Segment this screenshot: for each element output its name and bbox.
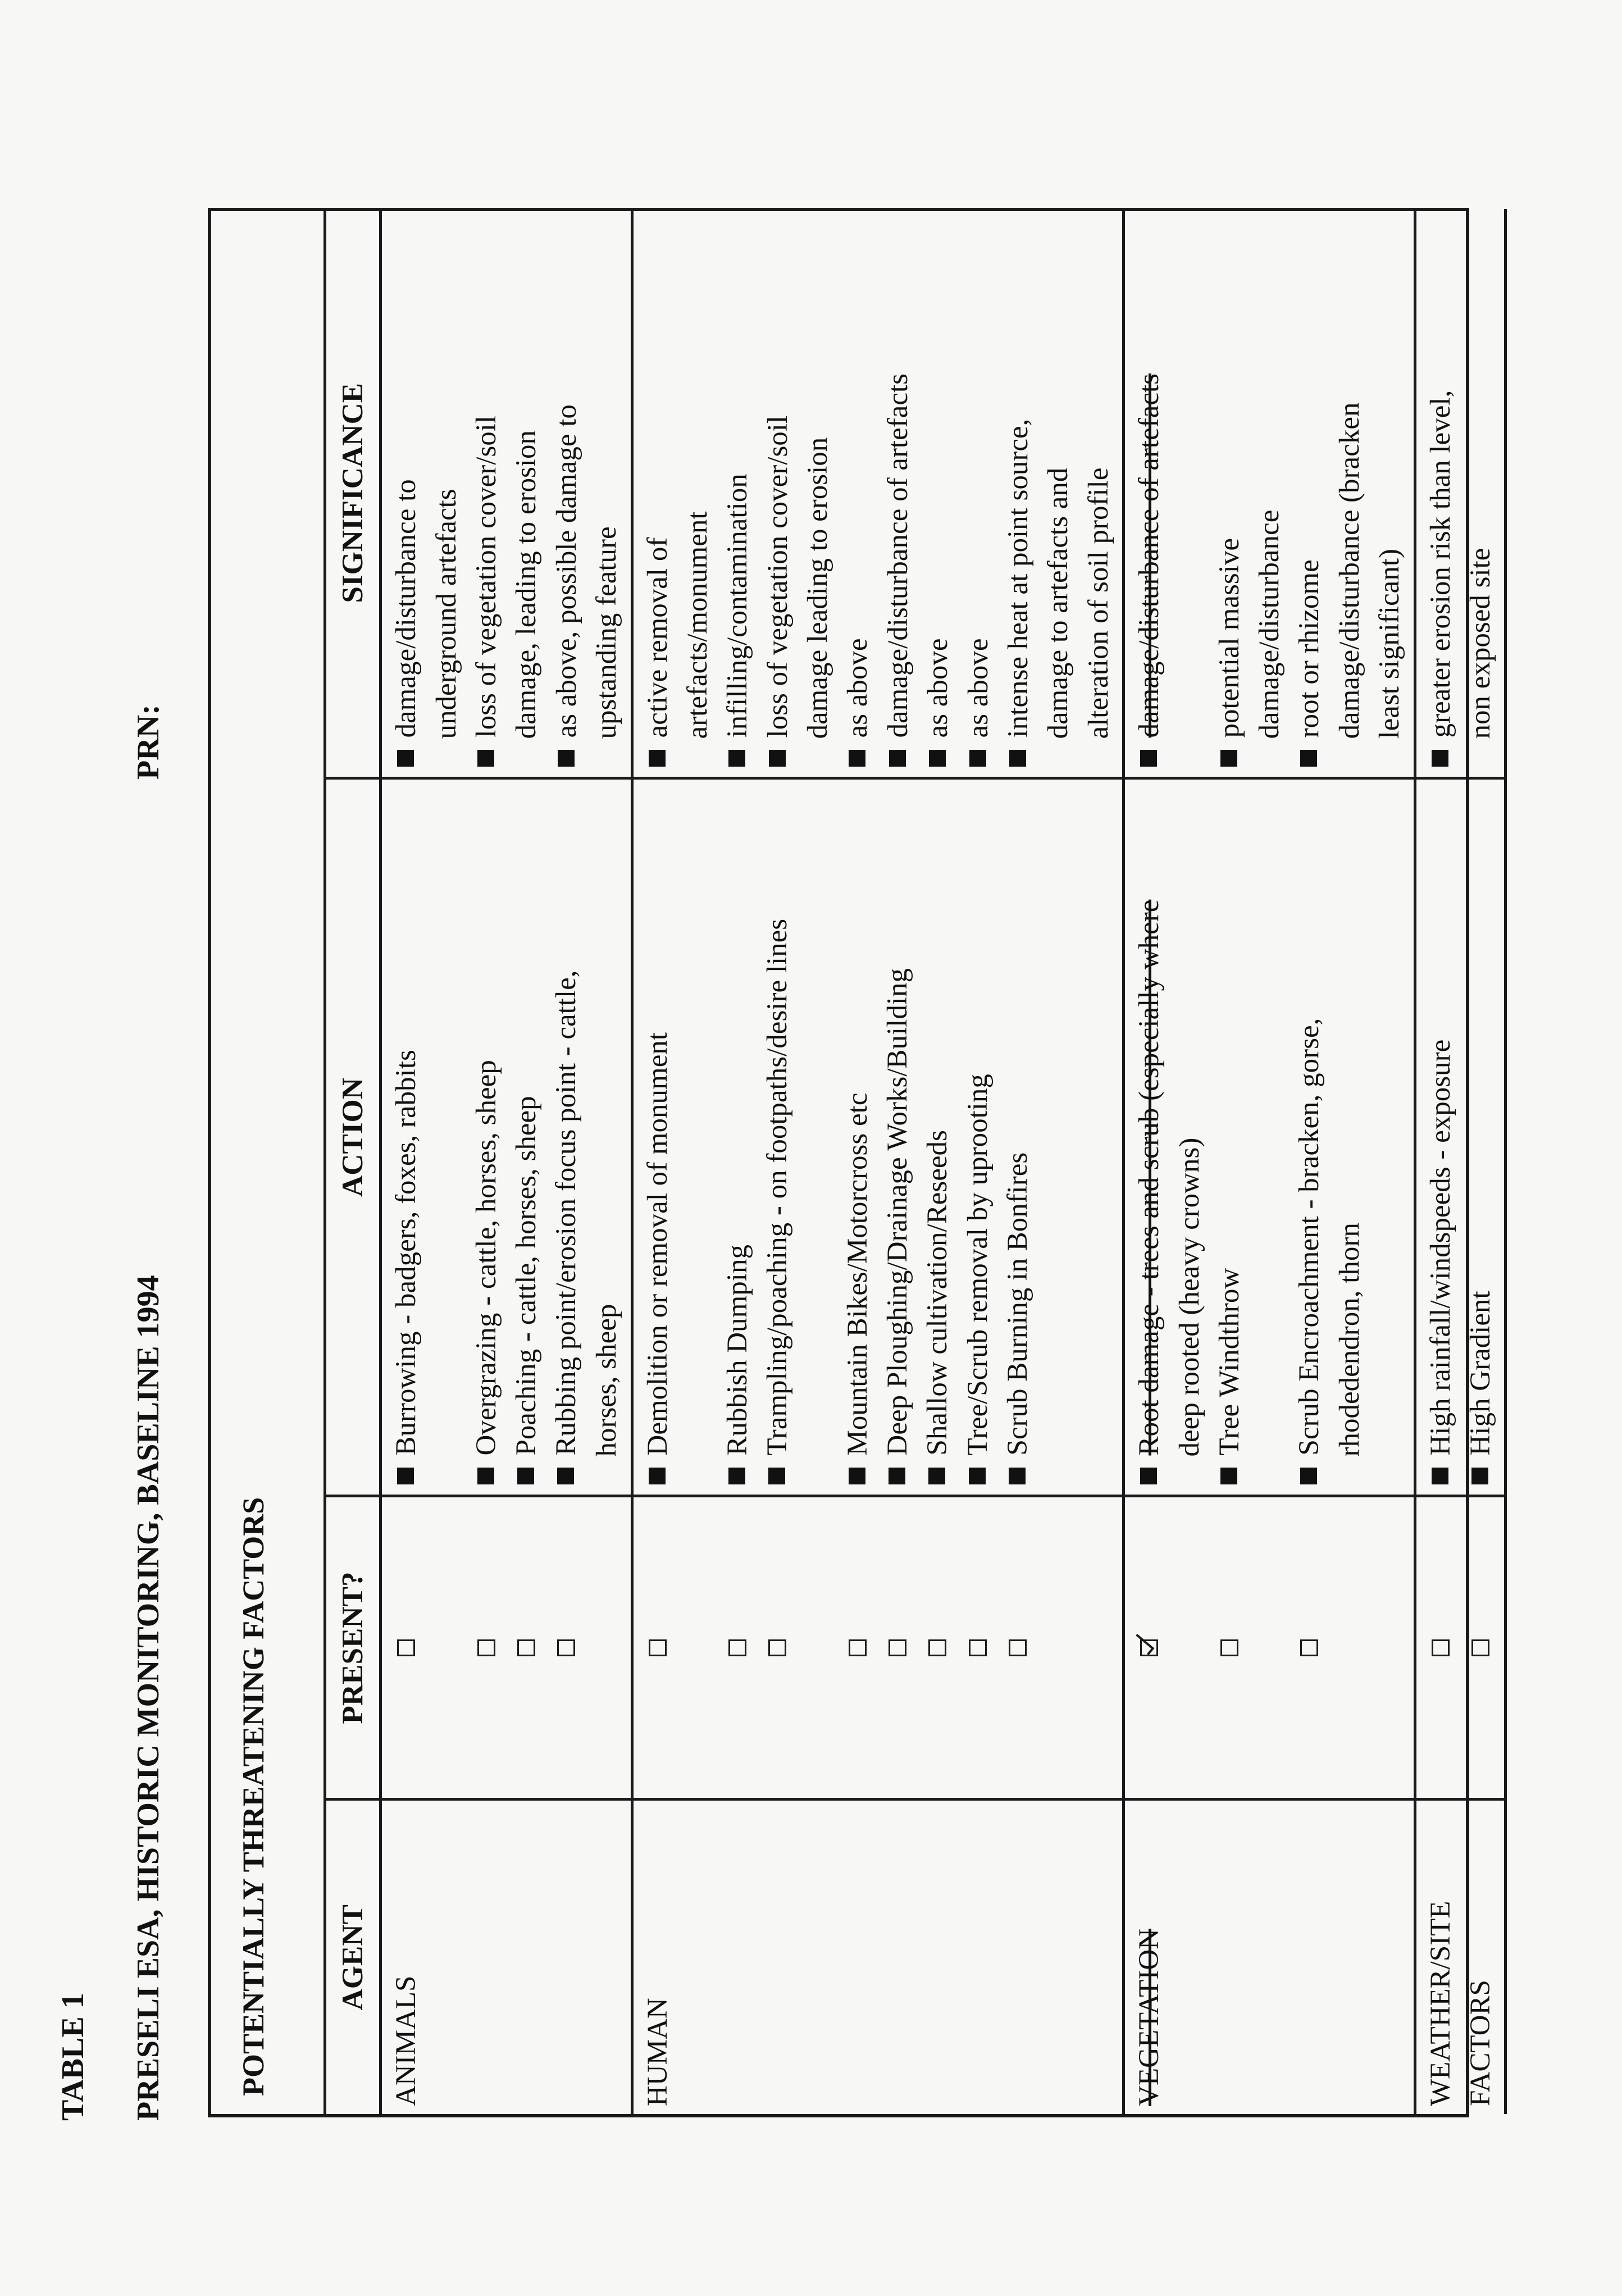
bullet-icon [1009,1468,1026,1485]
action-line [1421,788,1461,1487]
action-line [798,788,838,1487]
action-text: Burrowing - badgers, foxes, rabbits [390,1050,422,1456]
significance-line [838,217,878,769]
significance-cell [1124,209,1415,778]
significance-text: alteration of soil profile [1082,467,1114,739]
agent-cell [1124,1800,1415,2114]
significance-line [587,217,627,769]
action-line [467,788,507,1487]
action-line [1330,788,1370,1487]
factor-row [1124,209,1415,2114]
bullet-icon [889,1468,905,1485]
present-checkbox[interactable] [517,1639,535,1656]
action-line [958,788,998,1487]
action-text: Deep Ploughing/Drainage Works/Building [882,968,914,1456]
significance-line [467,217,507,769]
action-text: Rubbish Dumping [721,1245,753,1456]
present-cell [1124,1496,1415,1800]
significance-cell [1415,209,1506,778]
significance-text: damage/disturbance to [390,479,422,738]
header-action: ACTION [325,778,381,1496]
significance-text: damage/disturbance of artefacts [1133,373,1165,738]
bullet-icon [477,1468,494,1485]
significance-text: loss of vegetation cover/soil [762,415,794,738]
bullet-icon [1140,1468,1157,1485]
action-line [1461,788,1501,1487]
header-row [325,209,381,2114]
action-text: High Gradient [1464,1291,1496,1456]
bullet-icon [769,750,786,767]
present-checkbox-checked[interactable] [1140,1639,1158,1656]
significance-line [427,217,467,769]
present-checkbox[interactable] [1220,1639,1238,1656]
factors-body [381,209,1506,2114]
action-line [878,788,918,1487]
bullet-icon [557,1468,574,1485]
present-checkbox[interactable] [477,1639,495,1656]
significance-text: potential massive [1213,537,1245,738]
significance-text: damage/disturbance (bracken [1333,402,1365,739]
action-line [718,788,758,1487]
action-text: Demolition or removal of monument [641,1032,673,1456]
significance-line [798,217,838,769]
bullet-icon [558,750,575,767]
factor-row [632,209,1124,2114]
agent-cell [381,1800,632,2114]
significance-line [1421,217,1461,769]
action-text: High rainfall/windspeeds - exposure [1424,1039,1456,1456]
bullet-icon [929,750,946,767]
significance-line [1170,217,1210,769]
bullet-icon [849,750,865,767]
action-line [507,788,546,1487]
significance-line [918,217,958,769]
action-text: Tree/Scrub removal by uprooting [962,1074,994,1456]
significance-text: damage/disturbance [1254,509,1285,739]
significance-text: intense heat at point source, [1003,418,1035,738]
significance-line [1079,217,1119,769]
present-checkbox[interactable] [557,1639,575,1656]
bullet-icon [768,1468,785,1485]
agent-label: VEGETATION [1133,1928,1165,2106]
factors-frame [208,208,1496,2117]
present-checkbox[interactable] [849,1639,867,1656]
action-cell [1415,778,1506,1496]
action-line [1370,788,1410,1487]
significance-text: as above [962,638,994,738]
significance-line [678,217,718,769]
significance-line [959,217,999,769]
action-line [758,788,798,1487]
action-text: Shallow cultivation/Reseeds [922,1130,954,1456]
action-text: horses, sheep [590,1304,622,1457]
bullet-icon [1432,750,1448,767]
significance-line [1370,217,1410,769]
action-line [587,788,627,1487]
significance-line [758,217,798,769]
action-line [678,788,718,1487]
table-label: TABLE 1 [56,1993,90,2121]
significance-text: damage to artefacts and [1042,467,1074,739]
bullet-icon [517,1468,534,1485]
bullet-icon [649,1468,666,1485]
significance-text: damage/disturbance of artefacts [882,373,914,738]
action-cell [632,778,1124,1496]
present-checkbox[interactable] [1300,1639,1318,1656]
action-line [1290,788,1329,1487]
action-text: Rubbing point/erosion focus point - cattle, [550,970,582,1456]
bullet-icon [1432,1468,1448,1485]
significance-text: greater erosion risk than level, [1424,390,1456,738]
bullet-icon [889,750,906,767]
action-text: deep rooted (heavy crowns) [1173,1137,1205,1457]
present-checkbox[interactable] [928,1639,946,1656]
action-line [546,788,586,1487]
action-cell [1124,778,1415,1496]
significance-text: damage leading to erosion [802,437,834,739]
significance-text: as above, possible damage to [550,404,582,738]
bullet-icon [728,1468,745,1485]
action-line [998,788,1038,1487]
bullet-icon [969,750,986,767]
bullet-icon [728,750,745,767]
header-present: PRESENT? [325,1496,381,1800]
present-checkbox[interactable] [397,1639,415,1656]
significance-text: damage, leading to erosion [511,430,543,739]
agent-cell [632,1800,1124,2114]
significance-text: non exposed site [1464,548,1496,739]
significance-line [547,217,587,769]
section-title: POTENTIALLY THREATENING FACTORS [236,1497,270,2096]
significance-text: infilling/contamination [722,473,754,738]
significance-line [507,217,546,769]
present-checkbox[interactable] [728,1639,746,1656]
action-line [1038,788,1078,1487]
present-checkbox[interactable] [1471,1639,1489,1656]
present-checkbox[interactable] [1432,1639,1450,1656]
action-line [1250,788,1290,1487]
significance-line [386,217,426,769]
significance-line [1129,217,1169,769]
bullet-icon [1300,750,1317,767]
factor-row [1415,209,1506,2114]
agent-label: ANIMALS [390,1975,422,2106]
action-line [427,788,467,1487]
present-checkbox[interactable] [889,1639,906,1656]
significance-text: artefacts/monument [681,511,713,739]
significance-text: active removal of [641,537,673,738]
significance-text: upstanding feature [591,526,623,739]
significance-line [878,217,918,769]
factors-table [324,209,1507,2114]
bullet-icon [1220,750,1237,767]
bullet-icon [969,1468,986,1485]
bullet-icon [1471,1468,1488,1485]
present-cell [632,1496,1124,1800]
action-text: Mountain Bikes/Motorcross etc [841,1092,873,1456]
action-line [1170,788,1210,1487]
significance-cell [381,209,632,778]
action-line [1210,788,1250,1487]
action-text: Poaching - cattle, horses, sheep [510,1096,542,1456]
bullet-icon [397,750,414,767]
bullet-icon [1140,750,1157,767]
agent-cell [1415,1800,1506,2114]
bullet-icon [1220,1468,1237,1485]
action-text: Overgrazing - cattle, horses, sheep [470,1060,502,1456]
present-checkbox[interactable] [1009,1639,1027,1656]
action-line [638,788,678,1487]
prn-label: PRN: [131,704,166,780]
bullet-icon [649,750,666,767]
significance-line [638,217,678,769]
significance-line [1210,217,1250,769]
factor-row [381,209,632,2114]
bullet-icon [397,1468,414,1485]
significance-line [718,217,758,769]
action-text: Scrub Burning in Bonfires [1002,1152,1034,1456]
bullet-icon [477,750,494,767]
present-checkbox[interactable] [969,1639,987,1656]
present-cell [381,1496,632,1800]
action-text: Tree Windthrow [1214,1268,1245,1456]
present-checkbox[interactable] [649,1639,667,1656]
significance-text: loss of vegetation cover/soil [470,415,502,738]
significance-text: underground artefacts [430,489,462,739]
agent-label: WEATHER/SITE FACTORS [1424,1901,1496,2106]
agent-label: HUMAN [641,1998,673,2106]
significance-line [1461,217,1501,769]
action-text: Root damage - trees and scrub (especially where [1133,899,1165,1456]
significance-line [1250,217,1290,769]
action-text: Scrub Encroachment - bracken, gorse, [1293,1018,1325,1456]
significance-text: as above [922,638,954,738]
significance-cell [632,209,1124,778]
action-line [386,788,426,1487]
bullet-icon [928,1468,945,1485]
header-agent: AGENT [325,1800,381,2114]
significance-line [999,217,1038,769]
action-text: Trampling/poaching - on footpaths/desire lines [762,918,794,1456]
bullet-icon [849,1468,865,1485]
action-cell [381,778,632,1496]
significance-text: least significant) [1374,549,1406,739]
significance-text: as above [842,638,874,738]
significance-line [1330,217,1370,769]
action-text: rhodedendron, thorn [1333,1223,1365,1457]
bullet-icon [1009,750,1026,767]
present-cell [1415,1496,1506,1800]
significance-line [1038,217,1078,769]
action-line [1129,788,1169,1487]
bullet-icon [1300,1468,1317,1485]
action-line [918,788,958,1487]
significance-line [1290,217,1329,769]
document-title: PRESELI ESA, HISTORIC MONITORING, BASELINE 1994 [131,1275,166,2121]
significance-text: root or rhizome [1293,559,1325,738]
action-line [838,788,878,1487]
present-checkbox[interactable] [768,1639,786,1656]
header-significance: SIGNIFICANCE [325,209,381,778]
